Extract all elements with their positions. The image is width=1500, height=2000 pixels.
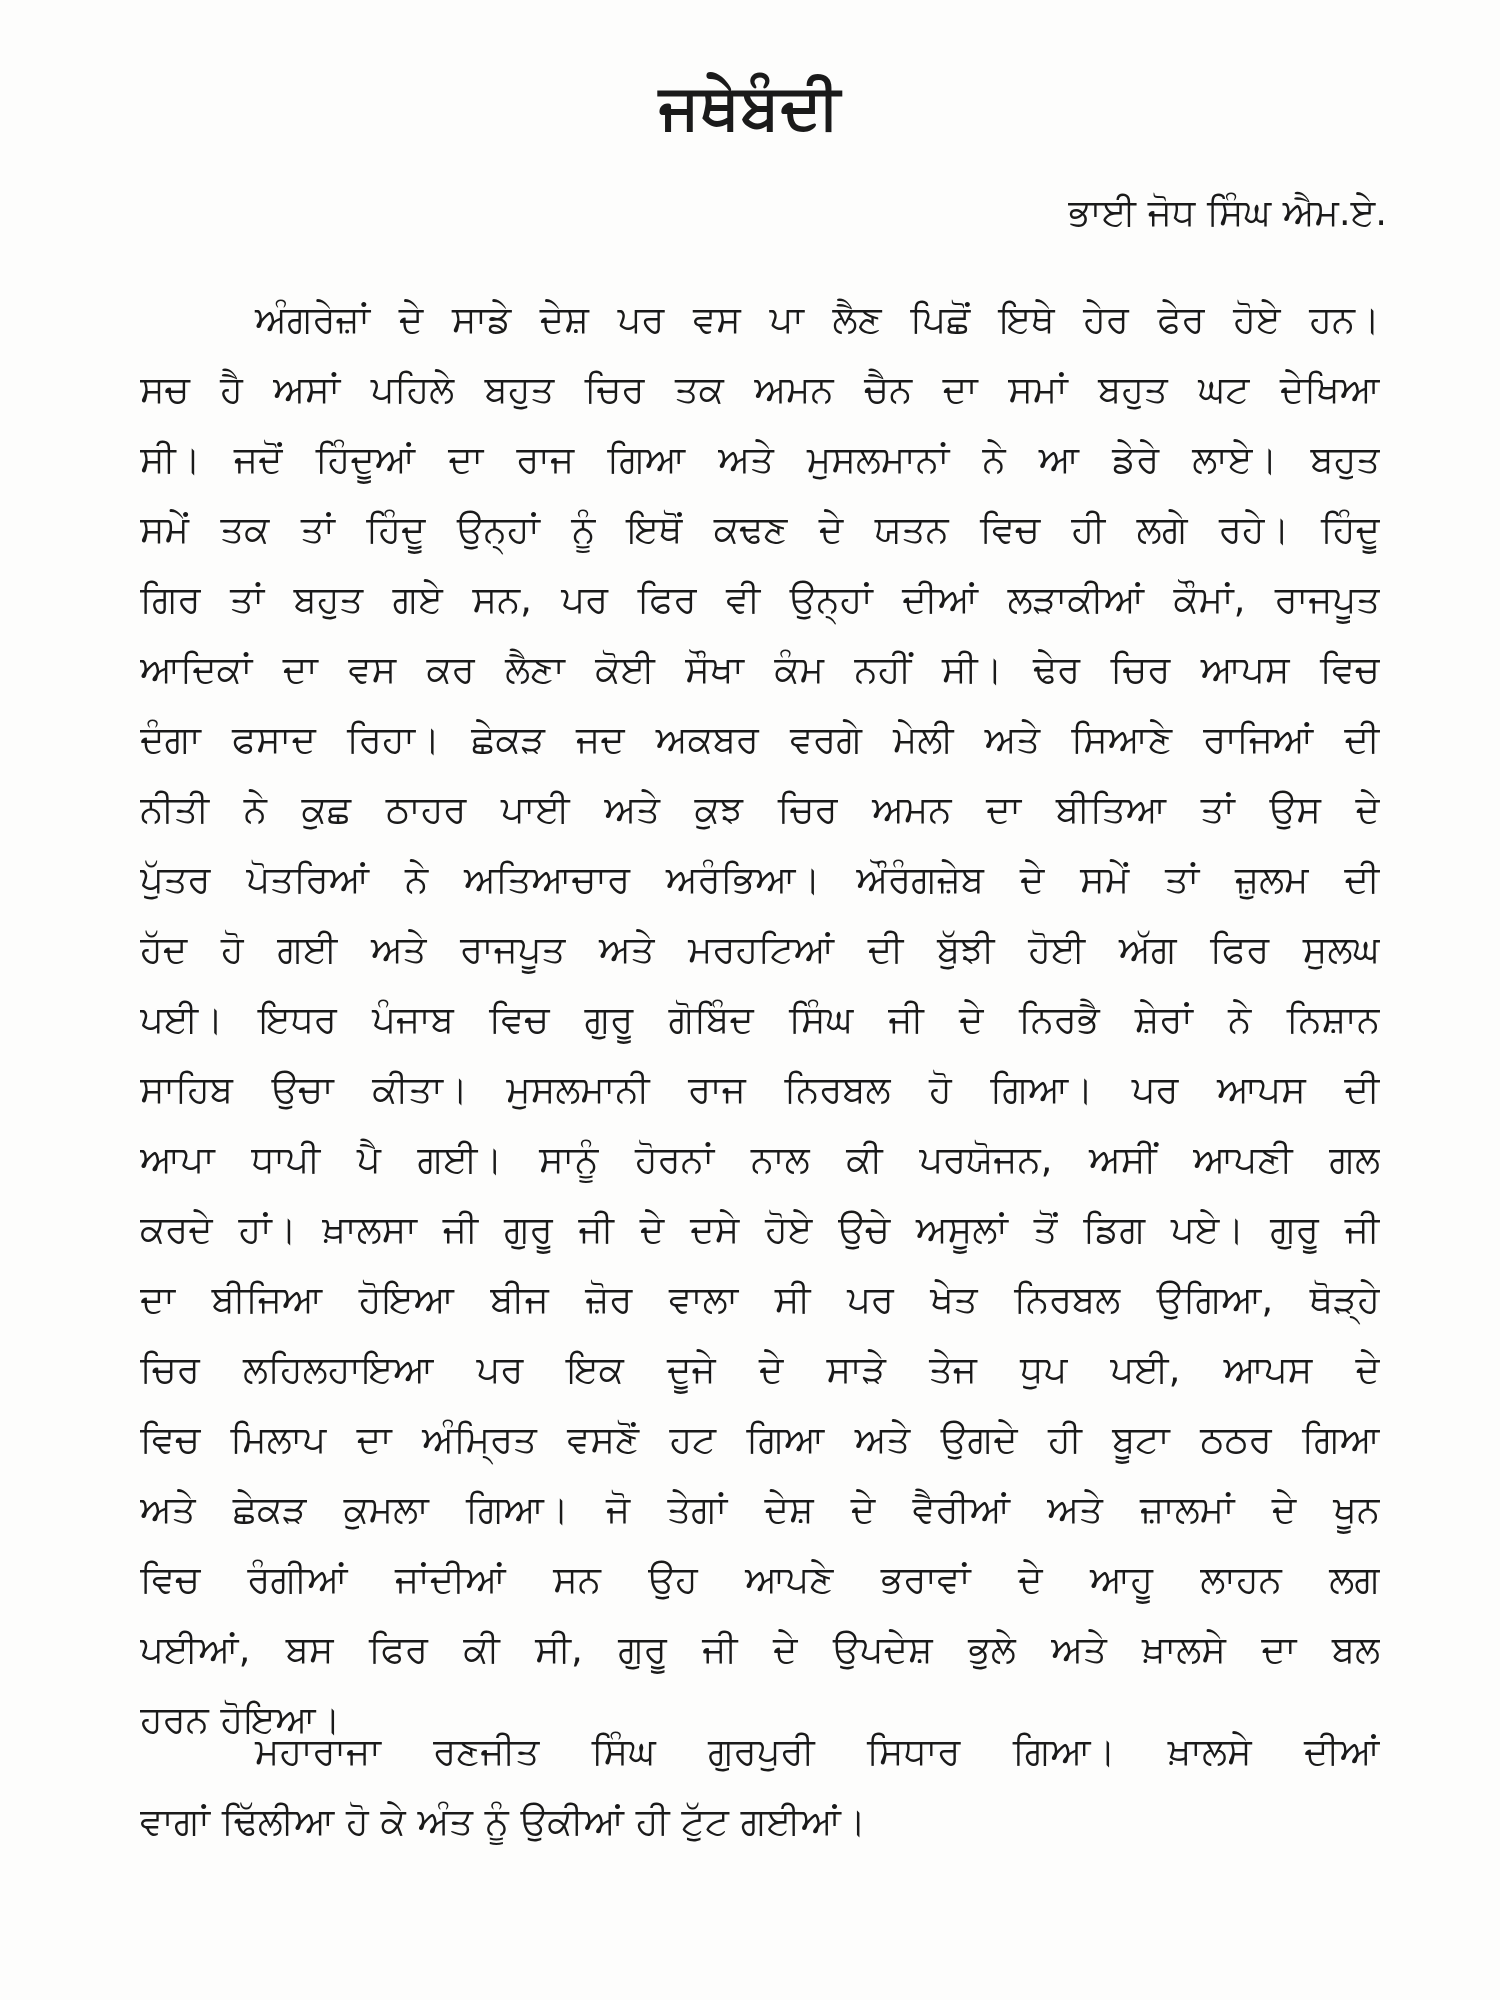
paragraph-line: ਕਰਦੇ ਹਾਂ। ਖ਼ਾਲਸਾ ਜੀ ਗੁਰੂ ਜੀ ਦੇ ਦਸੇ ਹੋਏ ਉਚੇ ਅਸੂਲਾਂ ਤੋਂ ਡਿਗ ਪਏ। ਗੁਰੂ ਜੀ (140, 1208, 1380, 1251)
paragraph-line: ਵਿਚ ਮਿਲਾਪ ਦਾ ਅੰਮ੍ਰਿਤ ਵਸਣੋਂ ਹਟ ਗਿਆ ਅਤੇ ਉਗਦੇ ਹੀ ਬੂਟਾ ਠਠਰ ਗਿਆ (140, 1418, 1380, 1461)
article-title: ਜਥੇਬੰਦੀ (658, 70, 842, 143)
paragraph-2 (140, 1717, 1380, 1857)
paragraph-line: ਸਾਹਿਬ ਉਚਾ ਕੀਤਾ। ਮੁਸਲਮਾਨੀ ਰਾਜ ਨਿਰਬਲ ਹੋ ਗਿਆ। ਪਰ ਆਪਸ ਦੀ (140, 1068, 1380, 1111)
paragraph-line: ਆਪਾ ਧਾਪੀ ਪੈ ਗਈ। ਸਾਨੂੰ ਹੋਰਨਾਂ ਨਾਲ ਕੀ ਪਰਯੋਜਨ, ਅਸੀਂ ਆਪਣੀ ਗਲ (140, 1138, 1380, 1181)
paragraph-line: ਹੱਦ ਹੋ ਗਈ ਅਤੇ ਰਾਜਪੂਤ ਅਤੇ ਮਰਹਟਿਆਂ ਦੀ ਬੁੱਝੀ ਹੋਈ ਅੱਗ ਫਿਰ ਸੁਲਘ (140, 928, 1380, 971)
author-byline: ਭਾਈ ਜੋਧ ਸਿੰਘ ਐਮ.ਏ. (1068, 191, 1387, 234)
paragraph-line: ਸੀ। ਜਦੋਂ ਹਿੰਦੂਆਂ ਦਾ ਰਾਜ ਗਿਆ ਅਤੇ ਮੁਸਲਮਾਨਾਂ ਨੇ ਆ ਡੇਰੇ ਲਾਏ। ਬਹੁਤ (140, 438, 1380, 481)
paragraph-line: ਪਈ। ਇਧਰ ਪੰਜਾਬ ਵਿਚ ਗੁਰੂ ਗੋਬਿੰਦ ਸਿੰਘ ਜੀ ਦੇ ਨਿਰਭੈ ਸ਼ੇਰਾਂ ਨੇ ਨਿਸ਼ਾਨ (140, 998, 1380, 1041)
paragraph-line: ਅੰਗਰੇਜ਼ਾਂ ਦੇ ਸਾਡੇ ਦੇਸ਼ ਪਰ ਵਸ ਪਾ ਲੈਣ ਪਿਛੋਂ ਇਥੇ ਹੇਰ ਫੇਰ ਹੋਏ ਹਨ। (255, 298, 1380, 341)
paragraph-line: ਪਈਆਂ, ਬਸ ਫਿਰ ਕੀ ਸੀ, ਗੁਰੂ ਜੀ ਦੇ ਉਪਦੇਸ਼ ਭੁਲੇ ਅਤੇ ਖ਼ਾਲਸੇ ਦਾ ਬਲ (140, 1628, 1380, 1671)
paragraph-line: ਦੰਗਾ ਫਸਾਦ ਰਿਹਾ। ਛੇਕੜ ਜਦ ਅਕਬਰ ਵਰਗੇ ਮੇਲੀ ਅਤੇ ਸਿਆਣੇ ਰਾਜਿਆਂ ਦੀ (140, 718, 1380, 761)
paragraph-line: ਹਰਨ ਹੋਇਆ। (140, 1698, 341, 1741)
paragraph-line: ਪੁੱਤਰ ਪੋਤਰਿਆਂ ਨੇ ਅਤਿਆਚਾਰ ਅਰੰਭਿਆ। ਔਰੰਗਜ਼ੇਬ ਦੇ ਸਮੇਂ ਤਾਂ ਜ਼ੁਲਮ ਦੀ (140, 858, 1380, 901)
paragraph-line: ਗਿਰ ਤਾਂ ਬਹੁਤ ਗਏ ਸਨ, ਪਰ ਫਿਰ ਵੀ ਉਨ੍ਹਾਂ ਦੀਆਂ ਲੜਾਕੀਆਂ ਕੌਮਾਂ, ਰਾਜਪੂਤ (140, 578, 1380, 621)
paragraph-1 (140, 285, 1380, 1755)
paragraph-line: ਮਹਾਰਾਜਾ ਰਣਜੀਤ ਸਿੰਘ ਗੁਰਪੁਰੀ ਸਿਧਾਰ ਗਿਆ। ਖ਼ਾਲਸੇ ਦੀਆਂ (255, 1730, 1380, 1773)
paragraph-line: ਵਿਚ ਰੰਗੀਆਂ ਜਾਂਦੀਆਂ ਸਨ ਉਹ ਆਪਣੇ ਭਰਾਵਾਂ ਦੇ ਆਹੂ ਲਾਹਨ ਲਗ (140, 1558, 1380, 1601)
paragraph-line: ਵਾਗਾਂ ਢਿੱਲੀਆ ਹੋ ਕੇ ਅੰਤ ਨੂੰ ਉਕੀਆਂ ਹੀ ਟੁੱਟ ਗਈਆਂ। (140, 1800, 866, 1843)
paragraph-line: ਨੀਤੀ ਨੇ ਕੁਛ ਠਾਹਰ ਪਾਈ ਅਤੇ ਕੁਝ ਚਿਰ ਅਮਨ ਦਾ ਬੀਤਿਆ ਤਾਂ ਉਸ ਦੇ (140, 788, 1380, 831)
paragraph-line: ਅਤੇ ਛੇਕੜ ਕੁਮਲਾ ਗਿਆ। ਜੋ ਤੇਗਾਂ ਦੇਸ਼ ਦੇ ਵੈਰੀਆਂ ਅਤੇ ਜ਼ਾਲਮਾਂ ਦੇ ਖੂਨ (140, 1488, 1380, 1531)
paragraph-line: ਚਿਰ ਲਹਿਲਹਾਇਆ ਪਰ ਇਕ ਦੂਜੇ ਦੇ ਸਾੜੇ ਤੇਜ ਧੁਪ ਪਈ, ਆਪਸ ਦੇ (140, 1348, 1380, 1391)
paragraph-line: ਆਦਿਕਾਂ ਦਾ ਵਸ ਕਰ ਲੈਣਾ ਕੋਈ ਸੌਖਾ ਕੰਮ ਨਹੀਂ ਸੀ। ਢੇਰ ਚਿਰ ਆਪਸ ਵਿਚ (140, 648, 1380, 691)
paragraph-line: ਦਾ ਬੀਜਿਆ ਹੋਇਆ ਬੀਜ ਜ਼ੋਰ ਵਾਲਾ ਸੀ ਪਰ ਖੇਤ ਨਿਰਬਲ ਉਗਿਆ, ਥੋੜ੍ਹੇ (140, 1278, 1380, 1321)
paragraph-line: ਸਚ ਹੈ ਅਸਾਂ ਪਹਿਲੇ ਬਹੁਤ ਚਿਰ ਤਕ ਅਮਨ ਚੈਨ ਦਾ ਸਮਾਂ ਬਹੁਤ ਘਟ ਦੇਖਿਆ (140, 368, 1380, 411)
paragraph-line: ਸਮੇਂ ਤਕ ਤਾਂ ਹਿੰਦੂ ਉਨ੍ਹਾਂ ਨੂੰ ਇਥੋਂ ਕਢਣ ਦੇ ਯਤਨ ਵਿਚ ਹੀ ਲਗੇ ਰਹੇ। ਹਿੰਦੂ (140, 508, 1380, 551)
